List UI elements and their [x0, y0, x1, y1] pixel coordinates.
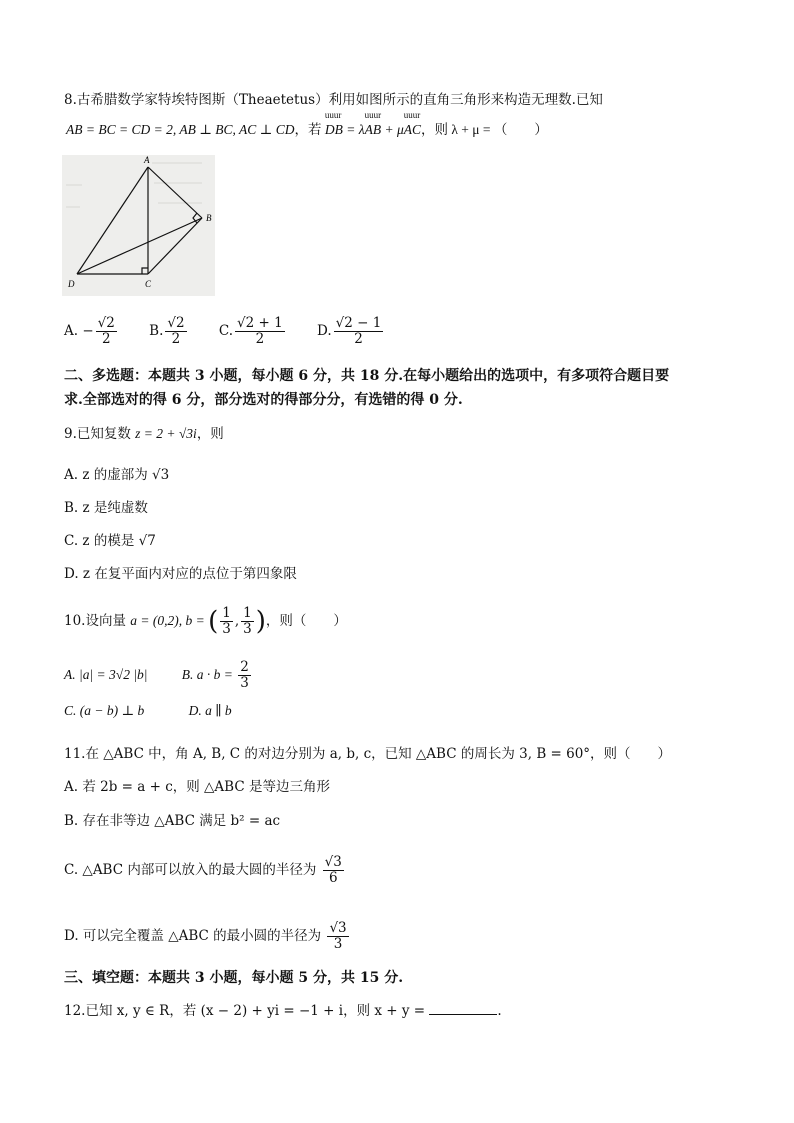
label-b: B [206, 213, 212, 223]
q10-options-ab [64, 660, 253, 691]
q9-option-a: A. z 的虚部为 √3 [64, 467, 170, 483]
q11-stem: 11.在 △ABC 中，角 A, B, C 的对边分别为 a, b, c，已知 △ABC 的周长为 3, B = 60°，则（ ） [64, 746, 672, 762]
q9-option-d: D. z 在复平面内对应的点位于第四象限 [64, 566, 297, 582]
q8-eq: = λ [342, 122, 365, 137]
q10-stem: 10.设向量 a = (0,2), b = ( $\frac{1}{3}$ , $\frac{1}{3}$ )，则（ ） [64, 605, 347, 637]
q10-vector-b: b = [185, 613, 209, 628]
section2-heading-line1: 二、多选题：本题共 3 小题，每小题 6 分，共 18 分.在每小题给出的选项中，有多项符合题目要 [64, 368, 670, 384]
fraction: $\frac{1}{3}$ [222, 605, 231, 637]
label-a: A [144, 155, 150, 165]
q8-option-a: A. − $\frac{√2}{2}$ [64, 315, 115, 347]
q11-option-c: C. △ABC 内部可以放入的最大圆的半径为 $\frac{√3}{6}$ [64, 854, 342, 886]
q8-plus: + μ [381, 122, 404, 137]
vector-ac: uuur AC [403, 110, 421, 137]
label-d: D [68, 279, 75, 289]
q10-option-d: D. a ∥ b [188, 703, 232, 718]
fraction: $\frac{√3}{3}$ [329, 920, 347, 952]
fraction: $\frac{√3}{6}$ [324, 854, 342, 886]
q11-option-a: A. 若 2b = a + c，则 △ABC 是等边三角形 [64, 779, 330, 795]
q12-answer-blank[interactable] [429, 1000, 497, 1015]
q8-triangle-figure [62, 155, 215, 296]
q9-stem-math: z = 2 + √3i [135, 426, 197, 441]
q12-stem: 12.已知 x, y ∈ R，若 (x − 2) + yi = −1 + i，则 x + y = . [64, 1000, 502, 1021]
fraction: $\frac{√2}{2}$ [167, 315, 185, 347]
q8-option-b: B. $\frac{√2}{2}$ [149, 315, 185, 347]
section3-heading: 三、填空题：本题共 3 小题，每小题 5 分，共 15 分. [64, 970, 404, 986]
fraction: $\frac{1}{3}$ [243, 605, 252, 637]
vector-db: uuur DB [324, 110, 343, 137]
label-c: C [145, 279, 152, 289]
q8-ask: ，则 λ + μ = （ ） [420, 122, 548, 137]
triangle-diagram [62, 155, 215, 296]
vector-arrow-icon: uuur [324, 110, 342, 120]
fraction: $\frac{√2 - 1}{2}$ [335, 315, 382, 347]
q10-option-b: B. a · b = $\frac{2}{3}$ [181, 659, 249, 691]
section2-heading-line2: 求.全部选对的得 6 分，部分选对的得部分分，有选错的得 0 分. [64, 392, 463, 408]
q10-option-a: A. |a| = 3√2 |b| [64, 667, 148, 682]
q8-option-d: D. $\frac{√2 - 1}{2}$ [317, 315, 382, 347]
q11-option-d: D. 可以完全覆盖 △ABC 的最小圆的半径为 $\frac{√3}{3}$ [64, 920, 347, 952]
q8-option-c: C. $\frac{√2 + 1}{2}$ [218, 315, 283, 347]
figure-background [62, 155, 215, 296]
q10-options-cd [64, 701, 232, 721]
q10-vector-a: a = (0,2), [130, 613, 186, 628]
q9-option-b: B. z 是纯虚数 [64, 500, 148, 516]
q8-condition: AB = BC = CD = 2, AB ⊥ BC, AC ⊥ CD [66, 122, 295, 137]
fraction: $\frac{√2 + 1}{2}$ [237, 315, 283, 347]
q8-stem-line1: 8.古希腊数学家特埃特图斯（Theaetetus）利用如图所示的直角三角形来构造无理数.已知 [64, 92, 603, 108]
fraction: $\frac{√2}{2}$ [97, 315, 115, 347]
vector-arrow-icon: uuur [364, 110, 382, 120]
q11-option-b: B. 存在非等边 △ABC 满足 b² = ac [64, 813, 281, 829]
q8-stem-line2 [66, 110, 548, 140]
vector-ab: uuur AB [364, 110, 382, 137]
q10-option-c: C. (a − b) ⊥ b [64, 703, 145, 718]
q8-options [64, 316, 411, 347]
vector-arrow-icon: uuur [403, 110, 421, 120]
q9-option-c: C. z 的模是 √7 [64, 533, 156, 549]
q9-stem: 9.已知复数 z = 2 + √3i，则 [64, 426, 224, 442]
fraction: $\frac{2}{3}$ [240, 659, 249, 691]
q8-ruo: ，若 [294, 122, 322, 137]
